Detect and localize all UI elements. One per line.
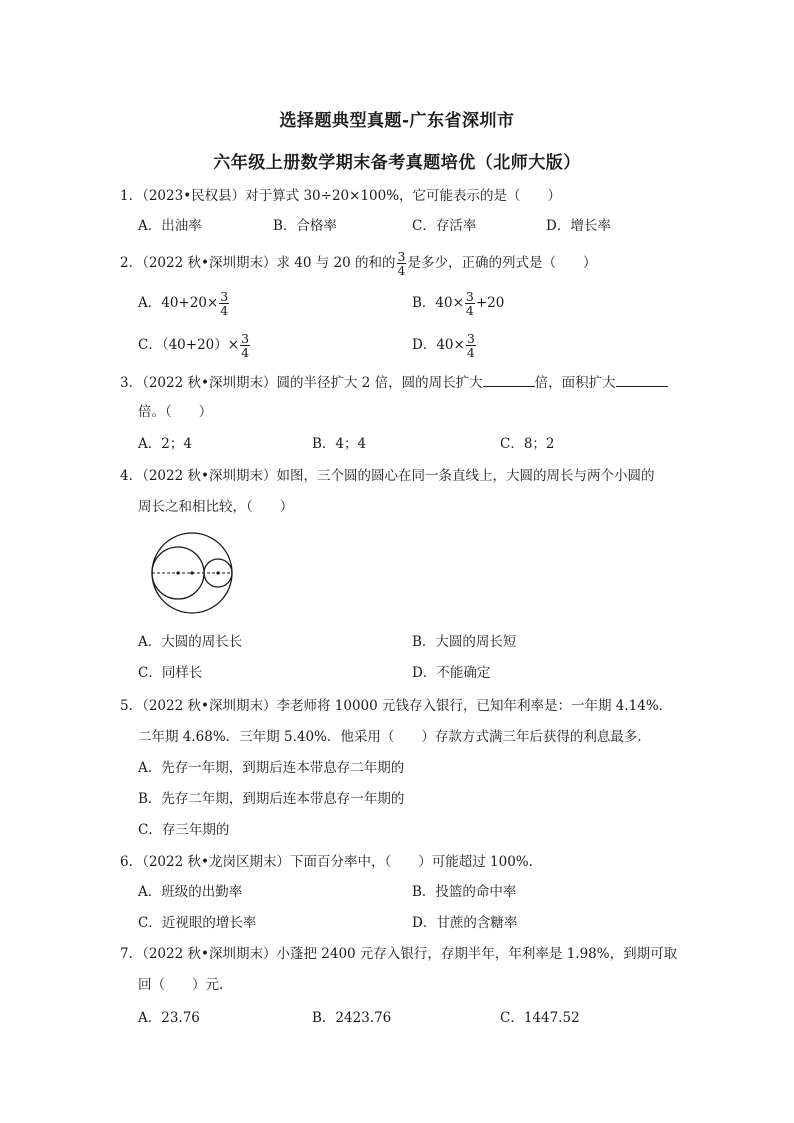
question-7: [120, 944, 677, 964]
question-1: [120, 186, 561, 206]
question-number: 4．: [120, 468, 143, 484]
question-5-cont: 二年期 4.68%．三年期 5.40%．他采用（ ）存款方式满三年后获得的利息最多．: [138, 729, 651, 745]
option-c: C．近视眼的增长率: [138, 915, 257, 931]
question-text: 李老师将 10000 元钱存入银行，已知年利率是：一年期 4.14%．: [276, 698, 673, 714]
option-c: C．1447.52: [500, 1010, 580, 1026]
option-a: A．出油率: [138, 218, 202, 234]
option-b: B．合格率: [273, 218, 337, 234]
fraction-denominator: 4: [397, 263, 406, 278]
option-a: A．23.76: [138, 1010, 200, 1026]
question-text: 求 40 与 20 的和的: [276, 255, 396, 271]
option-b: B．4；4: [312, 436, 367, 452]
question-source: （2022 秋•深圳期末）: [142, 946, 277, 962]
question-source: （2022 秋•深圳期末）: [142, 375, 277, 391]
option-d: D．不能确定: [412, 665, 491, 681]
option-c: C．8；2: [500, 436, 555, 452]
fraction: $\frac{3}{4}$: [465, 289, 474, 318]
fraction: $\frac{3}{4}$: [466, 331, 475, 360]
page-subtitle: 六年级上册数学期末备考真题培优（北师大版）: [213, 153, 581, 173]
option-a: A．先存一年期，到期后连本带息存二年期的: [138, 760, 405, 776]
question-7-cont: 回（ ）元．: [138, 977, 233, 993]
option-c: C．（40+20）× $\frac{3}{4}$: [138, 331, 250, 360]
option-b: B．2423.76: [312, 1010, 392, 1026]
option-d: D．40× $\frac{3}{4}$: [412, 331, 475, 360]
question-4-cont: 周长之和相比较，（ ）: [138, 499, 294, 515]
option-c: C．存三年期的: [138, 822, 230, 838]
option-a: A．班级的出勤率: [138, 884, 243, 900]
option-d: D．增长率: [546, 218, 611, 234]
option-a: A．2；4: [138, 436, 192, 452]
option-c: C．同样长: [138, 665, 203, 681]
question-3-cont: 倍。（ ）: [138, 404, 213, 420]
option-b: B．投篮的命中率: [412, 884, 517, 900]
question-source: （2022 秋•深圳期末）: [142, 255, 277, 271]
question-3: [120, 372, 668, 393]
fraction: [397, 250, 407, 277]
fraction: $\frac{3}{4}$: [220, 289, 229, 318]
question-source: （2023•民权县）: [142, 188, 246, 204]
question-text: 圆的半径扩大 2 倍，圆的周长扩大: [276, 375, 483, 391]
question-text: 对于算式 30÷20×100%，它可能表示的是（ ）: [245, 188, 562, 204]
question-text: 如图，三个圆的圆心在同一条直线上，大圆的周长与两个小圆的: [276, 468, 655, 484]
option-b: B．先存二年期，到期后连本带息存一年期的: [138, 791, 405, 807]
question-4: [120, 466, 654, 486]
question-number: 5．: [120, 698, 143, 714]
fraction-numerator: 3: [397, 249, 406, 264]
question-number: 7．: [120, 946, 143, 962]
option-c: C．存活率: [412, 218, 477, 234]
option-a: A．40+20× $\frac{3}{4}$: [138, 289, 229, 318]
question-number: 2．: [120, 255, 143, 271]
option-a: A．大圆的周长长: [138, 634, 243, 650]
question-6: [120, 852, 542, 872]
question-number: 6．: [120, 854, 143, 870]
fraction: $\frac{3}{4}$: [241, 331, 250, 360]
question-number: 3．: [120, 375, 143, 391]
question-number: 1．: [120, 188, 143, 204]
question-text: 是多少，正确的列式是（ ）: [407, 255, 597, 271]
question-text: 下面百分率中，（ ）可能超过 100%．: [289, 854, 543, 870]
question-source: （2022 秋•深圳期末）: [142, 698, 277, 714]
question-source: （2022 秋•深圳期末）: [142, 468, 277, 484]
question-2: [120, 250, 596, 277]
answer-blank: [616, 372, 668, 387]
answer-blank: [483, 372, 535, 387]
question-text: 小蓬把 2400 元存入银行，存期半年，年利率是 1.98%，到期可取: [276, 946, 678, 962]
question-5: [120, 696, 672, 716]
option-d: D．甘蔗的含糖率: [412, 915, 518, 931]
question-text: 倍，面积扩大: [534, 375, 616, 391]
option-b: B．大圆的周长短: [412, 634, 517, 650]
circles-figure: [140, 528, 246, 618]
option-b: B．40× $\frac{3}{4}$ +20: [412, 289, 505, 318]
page-title: 选择题典型真题-广东省深圳市: [279, 111, 515, 131]
question-source: （2022 秋•龙岗区期末）: [142, 854, 290, 870]
